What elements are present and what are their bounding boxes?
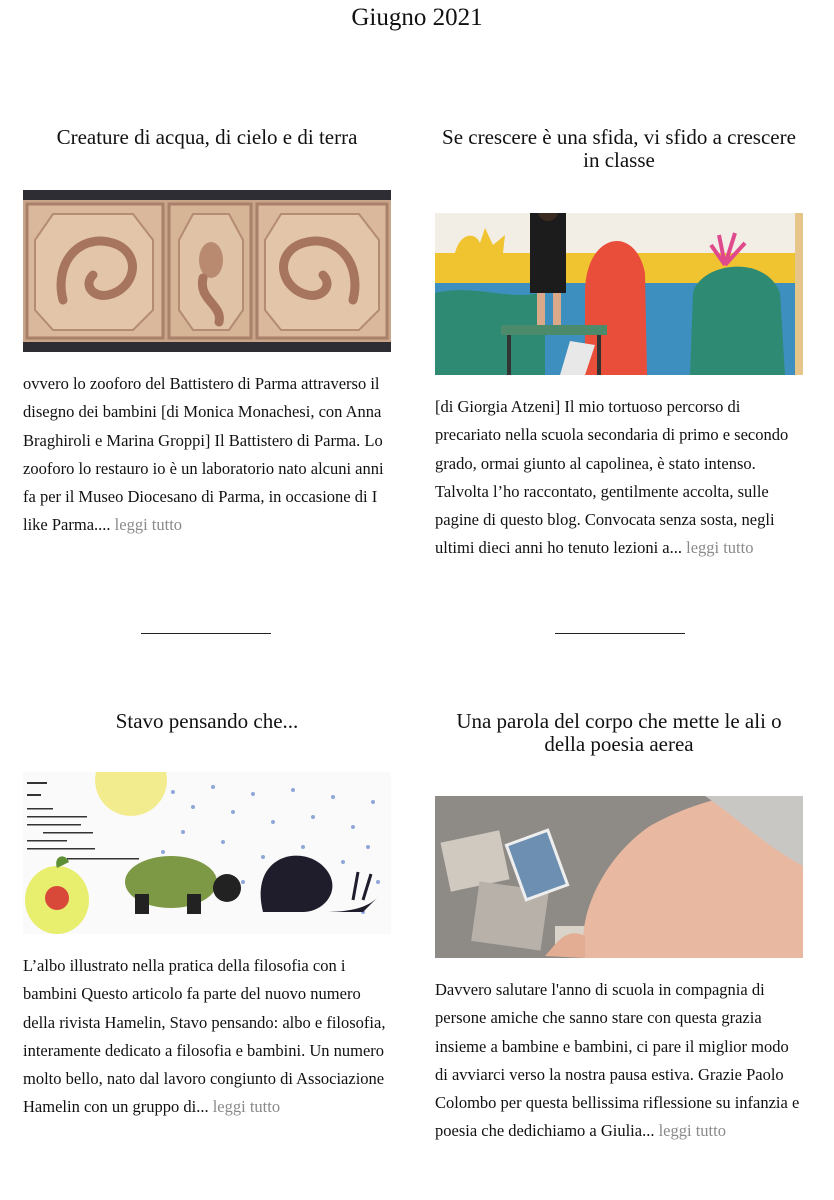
post-card xyxy=(23,710,391,1180)
read-more-link[interactable]: leggi tutto xyxy=(114,515,183,535)
read-more-link[interactable]: leggi tutto xyxy=(686,538,754,558)
post-title[interactable]: Creature di acqua, di cielo e di terra xyxy=(56,125,358,149)
post-excerpt xyxy=(23,952,391,1122)
illustration-image xyxy=(23,772,391,934)
post-excerpt xyxy=(435,393,803,563)
excerpt-text: ovvero lo zooforo del Battistero di Parma attraverso il disegno dei bambini [di Monica Monachesi, con Anna Braghiroli e Marina Groppi] Il Battistero di Parma. Lo zooforo lo restauro io è un laboratorio nato alcuni anni fa per il Museo Diocesano di Parma, in occasione di I like Parma.... xyxy=(23,374,384,535)
section-divider xyxy=(555,633,685,634)
post-card xyxy=(23,126,391,576)
post-thumbnail-illustration[interactable] xyxy=(23,772,391,934)
section-divider xyxy=(141,633,271,634)
post-thumbnail-mural[interactable] xyxy=(435,213,803,375)
excerpt-text: L’albo illustrato nella pratica della filosofia con i bambini Questo articolo fa parte del nuovo numero della rivista Hamelin, Stavo pensando: albo e filosofia, interamente dedicato a filosofia e bambini. Un numero molto bello, nato dal lavoro congiunto di Associazione Hamelin con un gruppo di... xyxy=(23,956,386,1117)
relief-image xyxy=(23,190,391,352)
post-thumbnail-stamps[interactable] xyxy=(435,796,803,958)
page-title: Giugno 2021 xyxy=(351,4,483,31)
post-title[interactable]: Se crescere è una sfida, vi sfido a crescere in classe xyxy=(442,125,796,172)
post-title[interactable]: Stavo pensando che... xyxy=(115,709,299,733)
stamps-image xyxy=(435,796,803,958)
excerpt-text: [di Giorgia Atzeni] Il mio tortuoso percorso di precariato nella scuola secondaria di primo e secondo grado, ormai giunto al capolinea, è stato intenso. Talvolta l’ho raccontato, gentilmente accolta, sulle pagine di questo blog. Convocata senza sosta, negli ultimi dieci anni ho tenuto lezioni a... xyxy=(435,397,789,558)
post-excerpt xyxy=(23,370,391,540)
post-card xyxy=(435,126,803,596)
read-more-link[interactable]: leggi tutto xyxy=(658,1121,726,1141)
post-thumbnail-zooforo[interactable] xyxy=(23,190,391,352)
mural-image xyxy=(435,213,803,375)
excerpt-text: Davvero salutare l'anno di scuola in compagnia di persone amiche che sanno stare con questa grazia insieme a bambine e bambini, ci pare il miglior modo di avviarci verso la nostra pausa estiva. Grazie Paolo Colombo per questa bellissima riflessione su infanzia e poesia che dedichiamo a Giulia... xyxy=(435,980,800,1141)
post-excerpt xyxy=(435,976,803,1146)
read-more-link[interactable]: leggi tutto xyxy=(212,1097,281,1117)
post-card xyxy=(435,710,803,1200)
post-title[interactable]: Una parola del corpo che mette le ali o della poesia aerea xyxy=(456,709,782,756)
